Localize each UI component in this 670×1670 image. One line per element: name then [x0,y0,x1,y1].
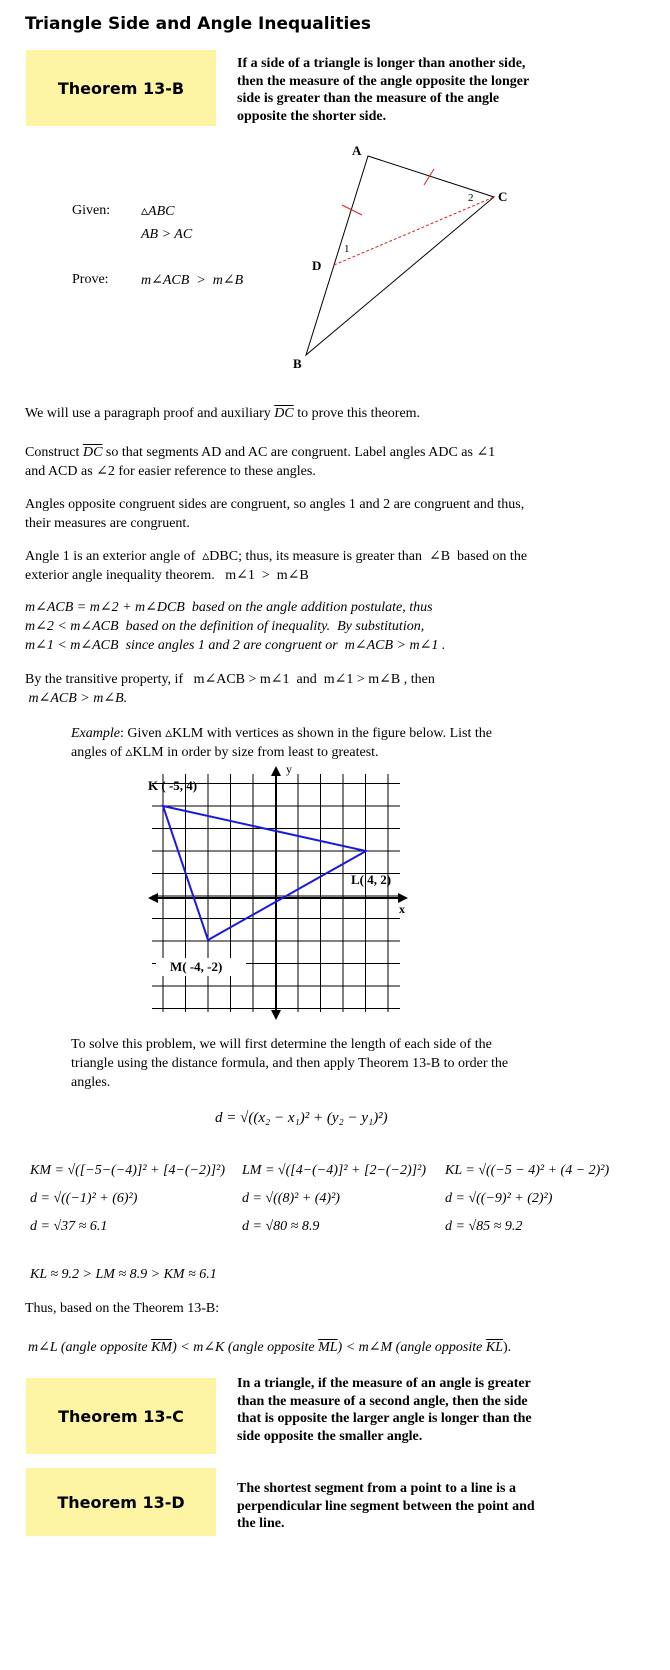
km-line-3: d = √37 ≈ 6.1 [30,1219,108,1234]
lm-line-3: d = √80 ≈ 8.9 [242,1219,320,1234]
vertex-c-label: C [498,189,508,204]
kl-calculation [445,1157,609,1241]
theorem-13c-text: In a triangle, if the measure of an angle is greater than the measure of a second angle, then the side that is opposite the larger angle is longer than the side opposite the smaller angle. [237,1376,532,1444]
angle-order-conclusion: m∠L (angle opposite $\overline{KM}$) < m∠K (angle opposite $\overline{ML}$) < m∠M (angle opposite $\overline{KL}$). [28,1340,512,1355]
kl-line-1: KL = √((−5 − 4)² + (4 − 2)²) [445,1163,610,1178]
distance-formula: d = √((x₂ − x₁)² + (y₂ − y₁)²) [215,1110,388,1126]
coordinate-grid [148,762,418,1022]
lm-calculation [242,1157,426,1241]
thus-statement: Thus, based on the Theorem 13-B: [25,1301,220,1316]
point-m-label: M( -4, -2) [170,959,223,974]
kl-line-3: d = √85 ≈ 9.2 [445,1219,523,1234]
prove-statement: m∠ACB > m∠B [141,273,244,288]
solve-paragraph: To solve this problem, we will first determine the length of each side of the triangle using the distance formula, and then apply Theorem 13-B to order the angles. [71,1037,509,1090]
point-l-label: L( 4, 2) [351,872,392,887]
y-axis-arrow-up [271,766,281,776]
y-axis-label: y [286,762,292,776]
triangle-abc-figure [290,135,530,375]
prove-label: Prove: [72,272,109,287]
proof-paragraph-4: Angle 1 is an exterior angle of ▵DBC; thus, its measure is greater than ∠B based on the exterior angle inequality theorem. m∠1 > m∠B [25,549,528,583]
auxiliary-segment-dc [334,197,494,265]
angle-1-label: 1 [344,243,350,255]
proof-paragraph-5: m∠ACB = m∠2 + m∠DCB based on the angle addition postulate, thus m∠2 < m∠ACB based on the definition of inequality. By substitution, m∠1 < m∠ACB since angles 1 and 2 are congruent or m∠ACB > m∠1 . [25,600,446,653]
point-k-label: K ( -5, 4) [148,778,198,793]
theorem-13d-text: The shortest segment from a point to a line is a perpendicular line segment between the point and the line. [237,1481,535,1531]
angle-2-label: 2 [468,192,474,204]
vertex-a-label: A [352,143,362,158]
theorem-13c-label: Theorem 13-C [26,1378,216,1454]
triangle-abc [306,156,494,355]
proof-paragraph-6: By the transitive property, if m∠ACB > m∠1 and m∠1 > m∠B , then m∠ACB > m∠B. [25,672,435,706]
vertex-d-label: D [312,258,322,273]
given-label: Given: [72,203,111,218]
lm-line-2: d = √((8)² + (4)²) [242,1191,340,1206]
length-order: KL ≈ 9.2 > LM ≈ 8.9 > KM ≈ 6.1 [30,1267,217,1282]
vertex-b-label: B [293,356,302,371]
kl-line-2: d = √((−9)² + (2)²) [445,1191,553,1206]
lm-line-1: LM = √([4−(−4)]² + [2−(−2)]²) [242,1163,426,1178]
given-inequality: AB > AC [141,227,193,242]
theorem-13b-label: Theorem 13-B [26,50,216,126]
proof-paragraph-3: Angles opposite congruent sides are congruent, so angles 1 and 2 are congruent and thus, their measures are congruent. [25,497,525,531]
theorem-13b-text: If a side of a triangle is longer than another side, then the measure of the angle opposite the longer side is greater than the measure of the angle opposite the shorter side. [237,56,529,124]
proof-paragraph-2: Construct $\overline{DC}$ so that segments AD and AC are congruent. Label angles ADC as ∠1 and ACD as ∠2 for easier reference to these angles. [25,445,496,479]
x-axis-arrow-left [148,893,158,903]
x-axis-label: x [399,902,405,916]
given-triangle: ▵ABC [141,204,175,219]
km-line-1: KM = √([−5−(−4)]² + [4−(−2)]²) [30,1163,225,1178]
theorem-13d-label: Theorem 13-D [26,1468,216,1536]
proof-paragraph-1: We will use a paragraph proof and auxiliary $\overline{DC}$ to prove this theorem. [25,406,421,421]
km-line-2: d = √((−1)² + (6)²) [30,1191,138,1206]
km-calculation [30,1157,225,1241]
y-axis-arrow-down [271,1010,281,1020]
page-title: Triangle Side and Angle Inequalities [25,14,371,34]
example-intro: Example: Given ▵KLM with vertices as shown in the figure below. List the angles of ▵KLM in order by size from least to greatest. [71,726,492,760]
